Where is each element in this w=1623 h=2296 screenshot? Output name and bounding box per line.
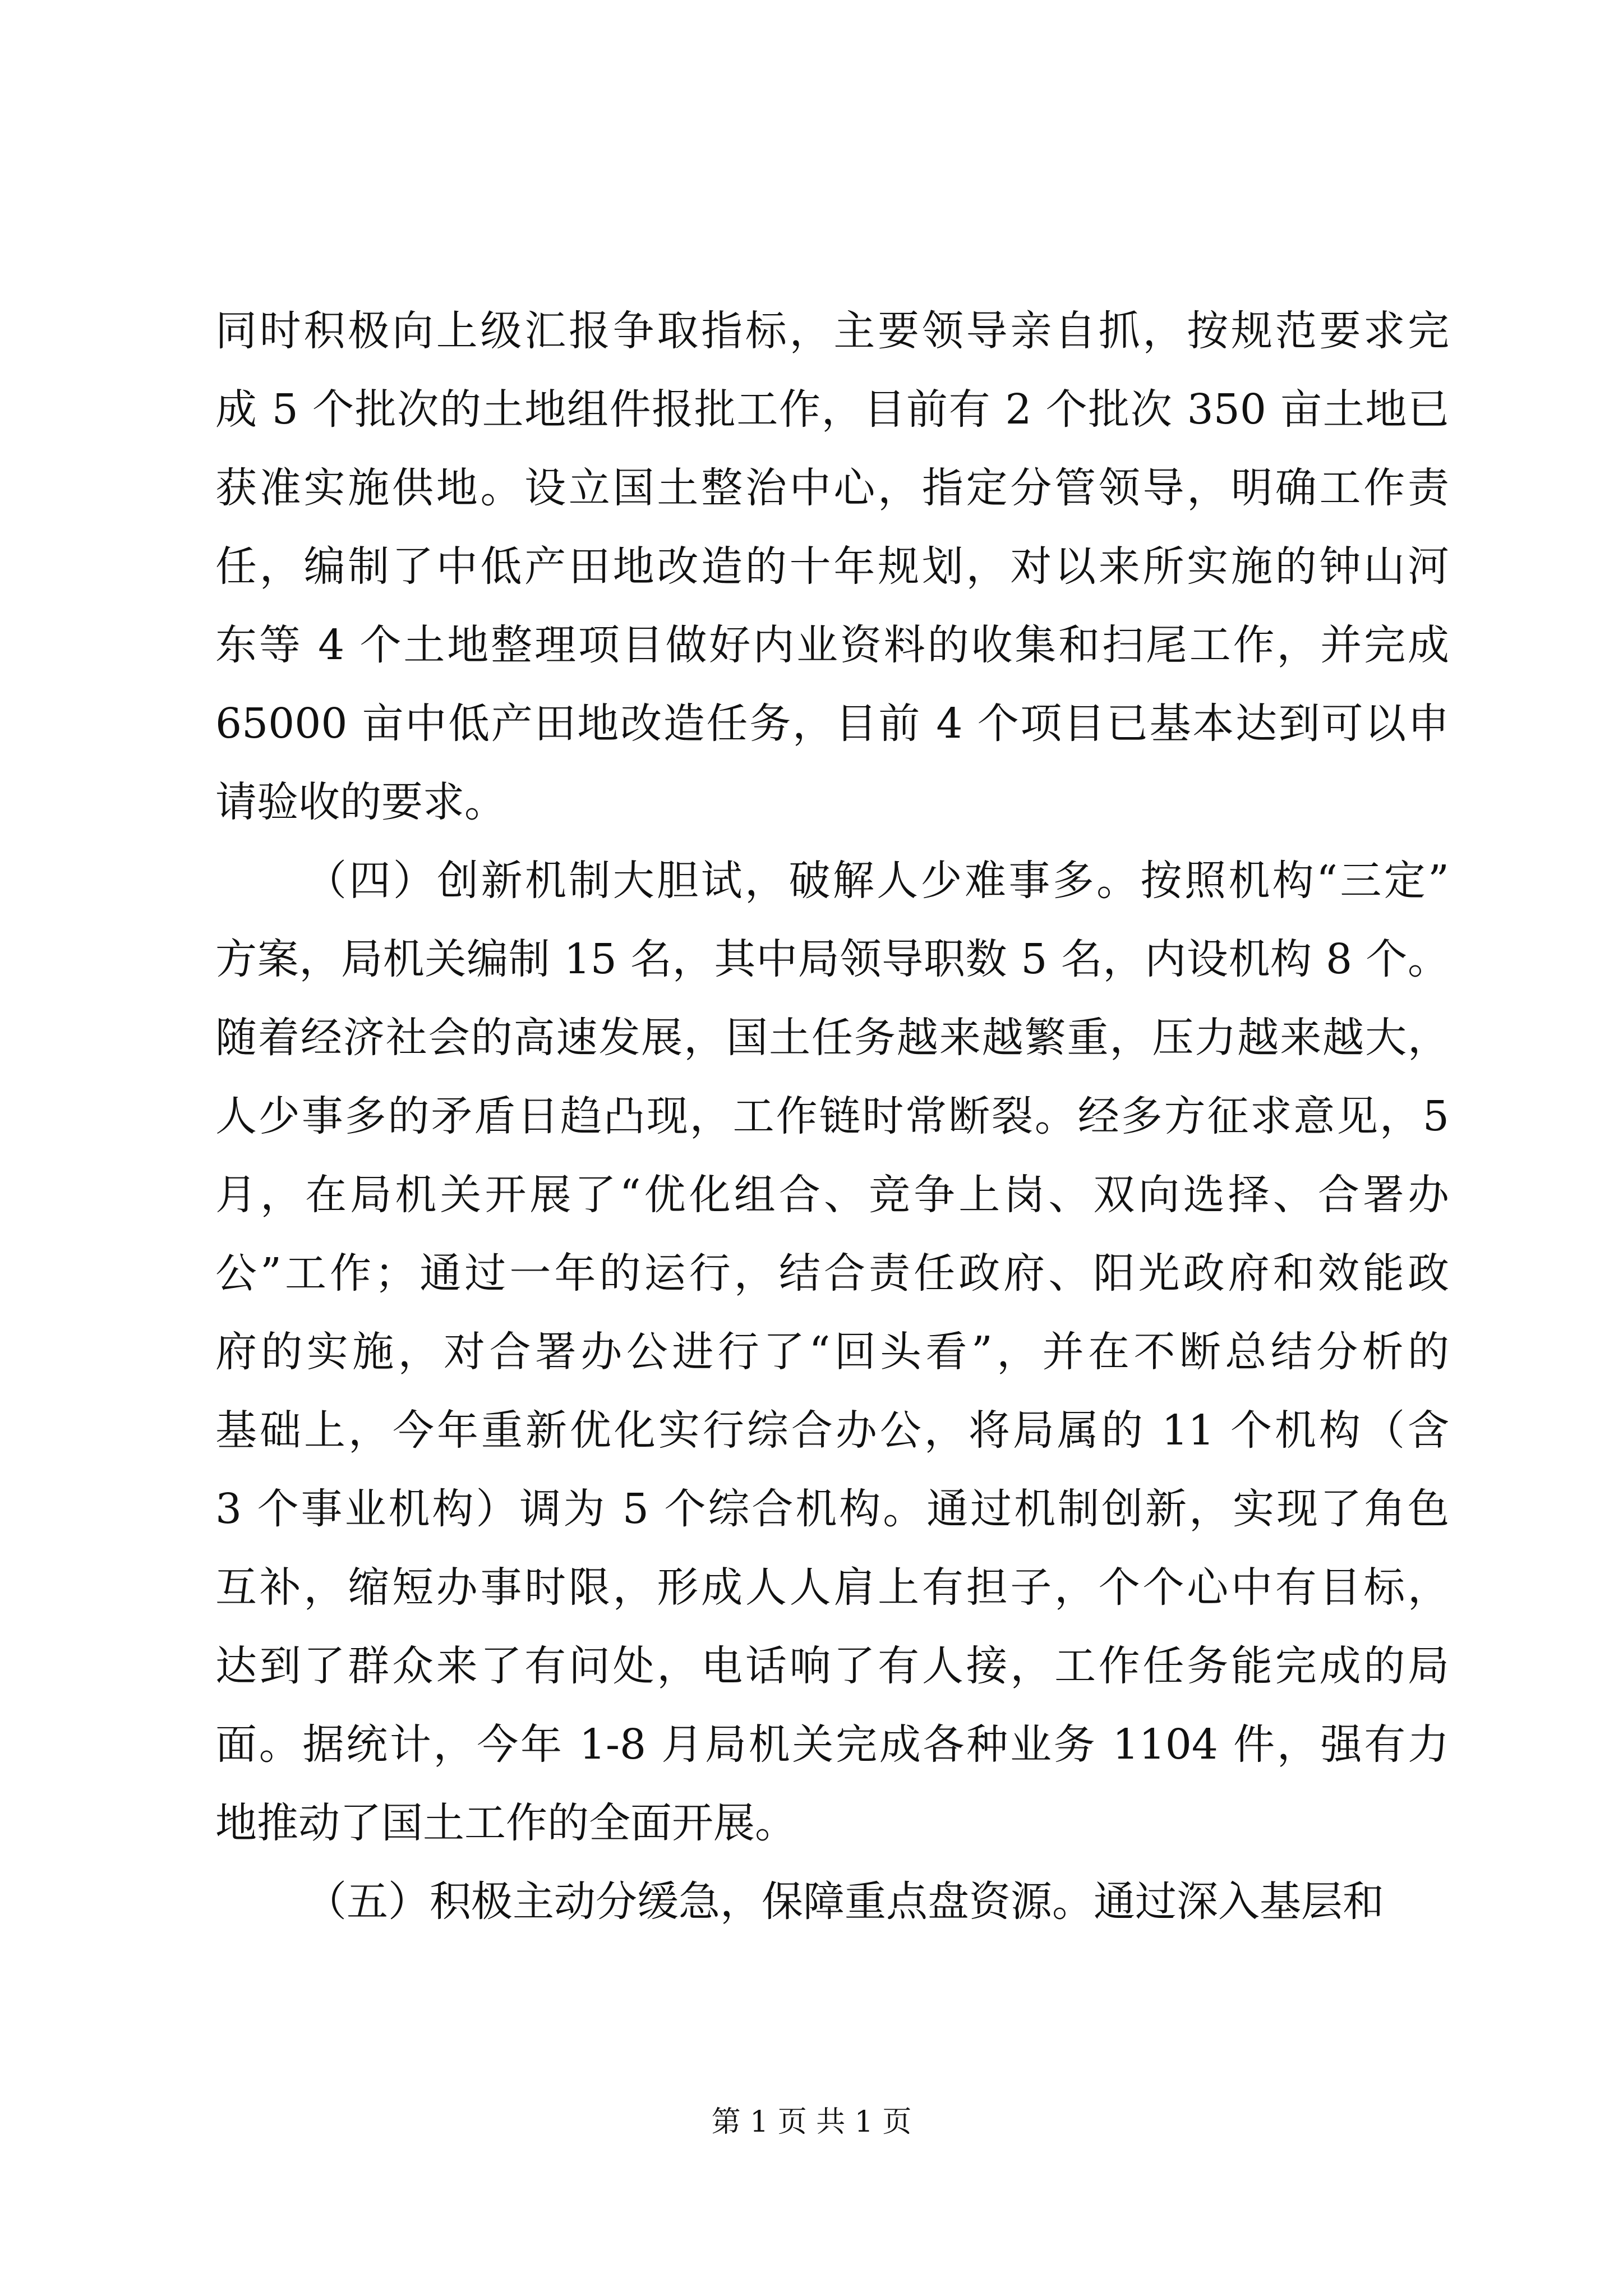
text-line: 请验收的要求。 bbox=[215, 778, 506, 826]
text-line: 面。据统计，今年 1-8 月局机关完成各种业务 1104 件，强有力 bbox=[215, 1720, 1449, 1769]
text-line: 公”工作；通过一年的运行，结合责任政府、阳光政府和效能政 bbox=[215, 1249, 1449, 1297]
text-line: 任，编制了中低产田地改造的十年规划，对以来所实施的钟山河 bbox=[215, 542, 1449, 591]
text-line: 方案，局机关编制 15 名，其中局领导职数 5 名，内设机构 8 个。 bbox=[215, 935, 1449, 983]
text-line: 基础上，今年重新优化实行综合办公，将局属的 11 个机构（含 bbox=[215, 1406, 1449, 1455]
text-line: 东等 4 个土地整理项目做好内业资料的收集和扫尾工作，并完成 bbox=[215, 621, 1449, 669]
text-line: 65000 亩中低产田地改造任务，目前 4 个项目已基本达到可以申 bbox=[215, 700, 1449, 748]
text-line: 随着经济社会的高速发展，国土任务越来越繁重，压力越来越大， bbox=[215, 1014, 1449, 1062]
text-line: 成 5 个批次的土地组件报批工作，目前有 2 个批次 350 亩土地已 bbox=[215, 385, 1449, 434]
text-line: 达到了群众来了有问处，电话响了有人接，工作任务能完成的局 bbox=[215, 1642, 1449, 1690]
page-footer: 第 1 页 共 1 页 bbox=[711, 2105, 912, 2139]
text-line: 同时积极向上级汇报争取指标，主要领导亲自抓，按规范要求完 bbox=[215, 307, 1449, 355]
document-body bbox=[215, 292, 1449, 1941]
section-heading-line: （四）创新机制大胆试，破解人少难事多。按照机构“三定” bbox=[305, 857, 1449, 905]
text-line: 互补，缩短办事时限，形成人人肩上有担子，个个心中有目标， bbox=[215, 1563, 1449, 1612]
section-heading-line: （五）积极主动分缓急，保障重点盘资源。通过深入基层和 bbox=[305, 1878, 1384, 1926]
text-line: 府的实施，对合署办公进行了“回头看”，并在不断总结分析的 bbox=[215, 1328, 1449, 1376]
text-line: 月，在局机关开展了“优化组合、竞争上岗、双向选择、合署办 bbox=[215, 1171, 1449, 1219]
text-line: 获准实施供地。设立国土整治中心，指定分管领导，明确工作责 bbox=[215, 464, 1449, 512]
text-line: 人少事多的矛盾日趋凸现，工作链时常断裂。经多方征求意见，5 bbox=[215, 1092, 1449, 1140]
text-line: 3 个事业机构）调为 5 个综合机构。通过机制创新，实现了角色 bbox=[215, 1485, 1449, 1533]
text-line: 地推动了国土工作的全面开展。 bbox=[215, 1799, 796, 1847]
